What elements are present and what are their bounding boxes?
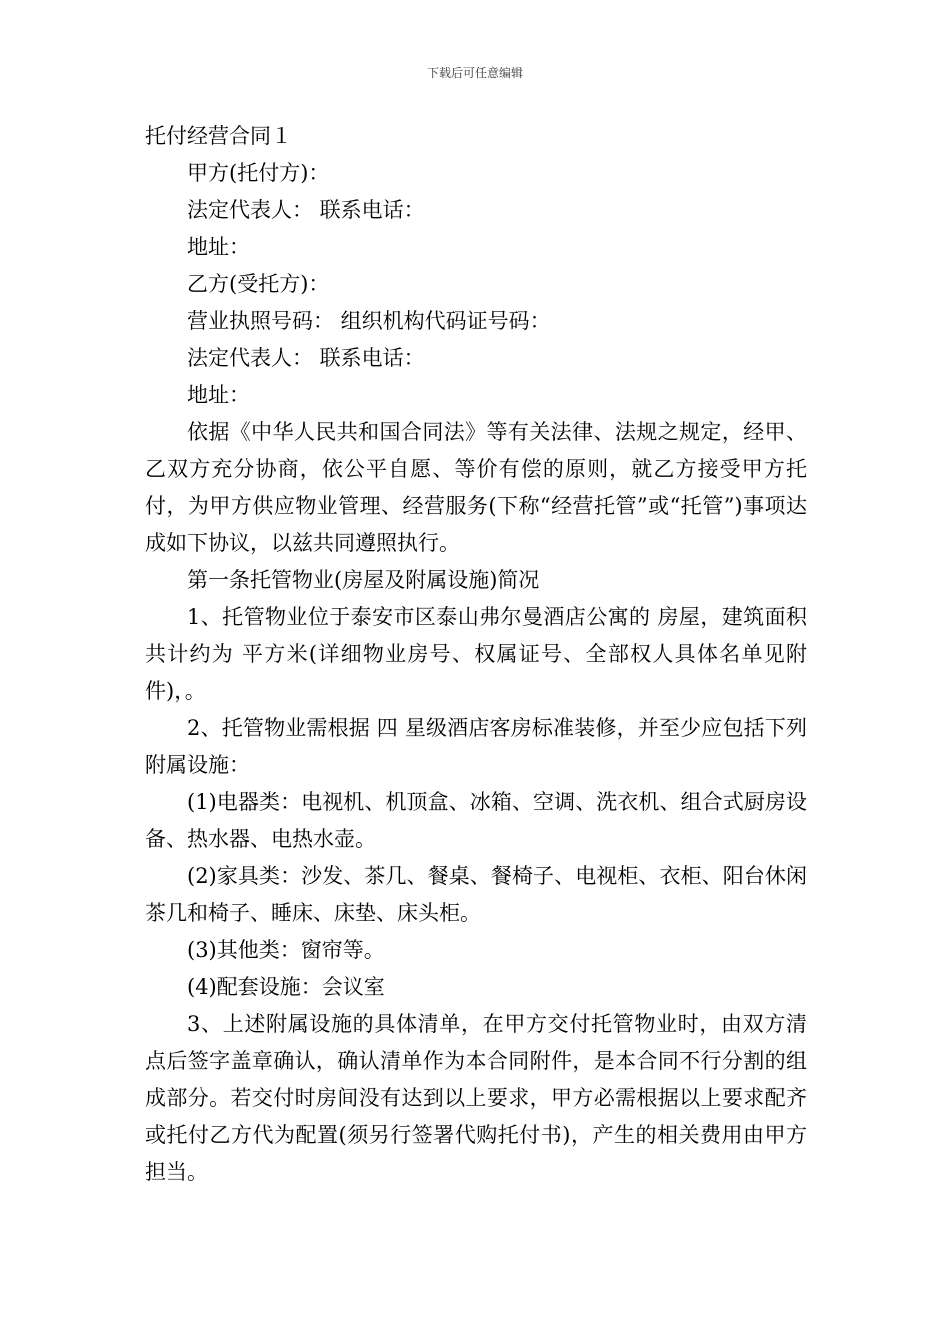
- facility-supporting-item: (4)配套设施：会议室: [187, 975, 385, 999]
- preamble-paragraph: 依据《中华人民共和国合同法》等有关法律、法规之规定，经甲、乙双方充分协商，依公平自愿、等价有偿的原则，就乙方接受甲方托付，为甲方供应物业管理、经营服务(下称“经营托管”或“托管”)事项达成如下协议，以兹共同遵照执行。: [145, 420, 807, 555]
- facility-electrical-item: (1)电器类：电视机、机顶盒、冰箱、空调、洗衣机、组合式厨房设备、热水器、电热水壶。: [145, 790, 807, 851]
- facility-other-item: (3)其他类：窗帘等。: [187, 938, 385, 962]
- page-header-note: 下载后可任意编辑: [426, 66, 523, 80]
- party-b-license-line: 营业执照号码： 组织机构代码证号码：: [187, 309, 551, 333]
- party-a-representative-line: 法定代表人： 联系电话：: [187, 198, 425, 222]
- document-title: 托付经营合同１: [145, 124, 292, 148]
- article-one-heading: 第一条托管物业(房屋及附属设施)简况: [187, 568, 540, 592]
- article-one-clause-1: 1、托管物业位于泰安市区泰山弗尔曼酒店公寓的 房屋，建筑面积共计约为 平方米(详细物业房号、权属证号、全部权人具体名单见附件)，。: [145, 605, 807, 703]
- facility-furniture-item: (2)家具类：沙发、茶几、餐桌、餐椅子、电视柜、衣柜、阳台休闲茶几和椅子、睡床、床垫、床头柜。: [145, 864, 807, 925]
- article-one-clause-3: 3、上述附属设施的具体清单，在甲方交付托管物业时，由双方清点后签字盖章确认，确认清单作为本合同附件，是本合同不行分割的组成部分。若交付时房间没有达到以上要求，甲方必需根据以上要求配齐或托付乙方代为配置(须另行签署代购托付书)，产生的相关费用由甲方担当。: [145, 1012, 807, 1184]
- article-one-clause-2: 2、托管物业需根据 四 星级酒店客房标准装修，并至少应包括下列附属设施：: [145, 716, 807, 777]
- party-b-representative-line: 法定代表人： 联系电话：: [187, 346, 425, 370]
- party-b-address-line: 地址：: [187, 383, 250, 407]
- party-b-line: 乙方(受托方)：: [187, 272, 330, 296]
- party-a-address-line: 地址：: [187, 235, 250, 259]
- document-body: [145, 118, 807, 1191]
- party-a-line: 甲方(托付方)：: [187, 161, 330, 185]
